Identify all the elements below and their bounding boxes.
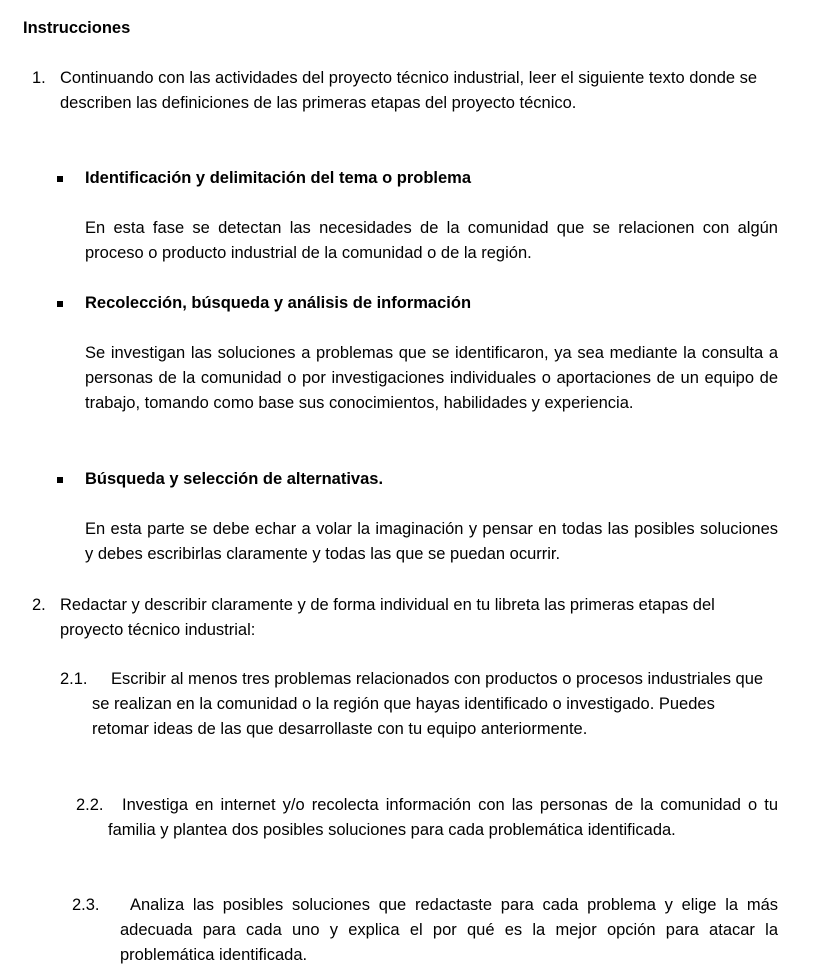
page-title: Instrucciones (23, 19, 131, 37)
subitem-2-1-number: 2.1. (60, 670, 88, 688)
bullet-body-1: En esta fase se detectan las necesidades de la comunidad que se relacionen con algún proceso o producto industrial de la comunidad o de la región. (85, 219, 778, 262)
subitem-2-3-text: Analiza las posibles soluciones que redactaste para cada problema y elige la más adecuada para cada uno y explica el por qué es la mejor opción para atacar la problemática identificada. (120, 896, 778, 964)
subitem-2-2-text: Investiga en internet y/o recolecta información con las personas de la comunidad o tu familia y plantea dos posibles soluciones para cada problemática identificada. (108, 796, 778, 839)
subitem-2-3-number: 2.3. (72, 896, 100, 914)
item-2-number: 2. (32, 596, 46, 614)
subitem-2-2-number: 2.2. (76, 796, 104, 814)
bullet-square-icon (57, 477, 63, 483)
bullet-heading-1: Identificación y delimitación del tema o problema (85, 169, 472, 187)
bullet-heading-3: Búsqueda y selección de alternativas. (85, 470, 384, 488)
bullet-body-3: En esta parte se debe echar a volar la imaginación y pensar en todas las posibles soluciones y debes escribirlas claramente y todas las que se puedan ocurrir. (85, 520, 778, 563)
item-1-text: Continuando con las actividades del proyecto técnico industrial, leer el siguiente texto donde se describen las definiciones de las primeras etapas del proyecto técnico. (60, 69, 758, 112)
subitem-2-1-text: Escribir al menos tres problemas relacionados con productos o procesos industriales que se realizan en la comunidad o la región que hayas identificado o investigado. Puedes retomar ideas de las que desarrollaste con tu equipo anteriormente. (92, 670, 764, 738)
item-2-text: Redactar y describir claramente y de forma individual en tu libreta las primeras etapas del proyecto técnico industrial: (60, 596, 715, 639)
bullet-square-icon (57, 176, 63, 182)
bullet-heading-2: Recolección, búsqueda y análisis de información (85, 294, 472, 312)
bullet-body-2: Se investigan las soluciones a problemas que se identificaron, ya sea mediante la consulta a personas de la comunidad o por investigaciones individuales o aportaciones de un equipo de trabajo, tomando como base sus conocimientos, habilidades y experiencia. (85, 344, 778, 412)
bullet-square-icon (57, 301, 63, 307)
item-1-number: 1. (32, 69, 46, 87)
